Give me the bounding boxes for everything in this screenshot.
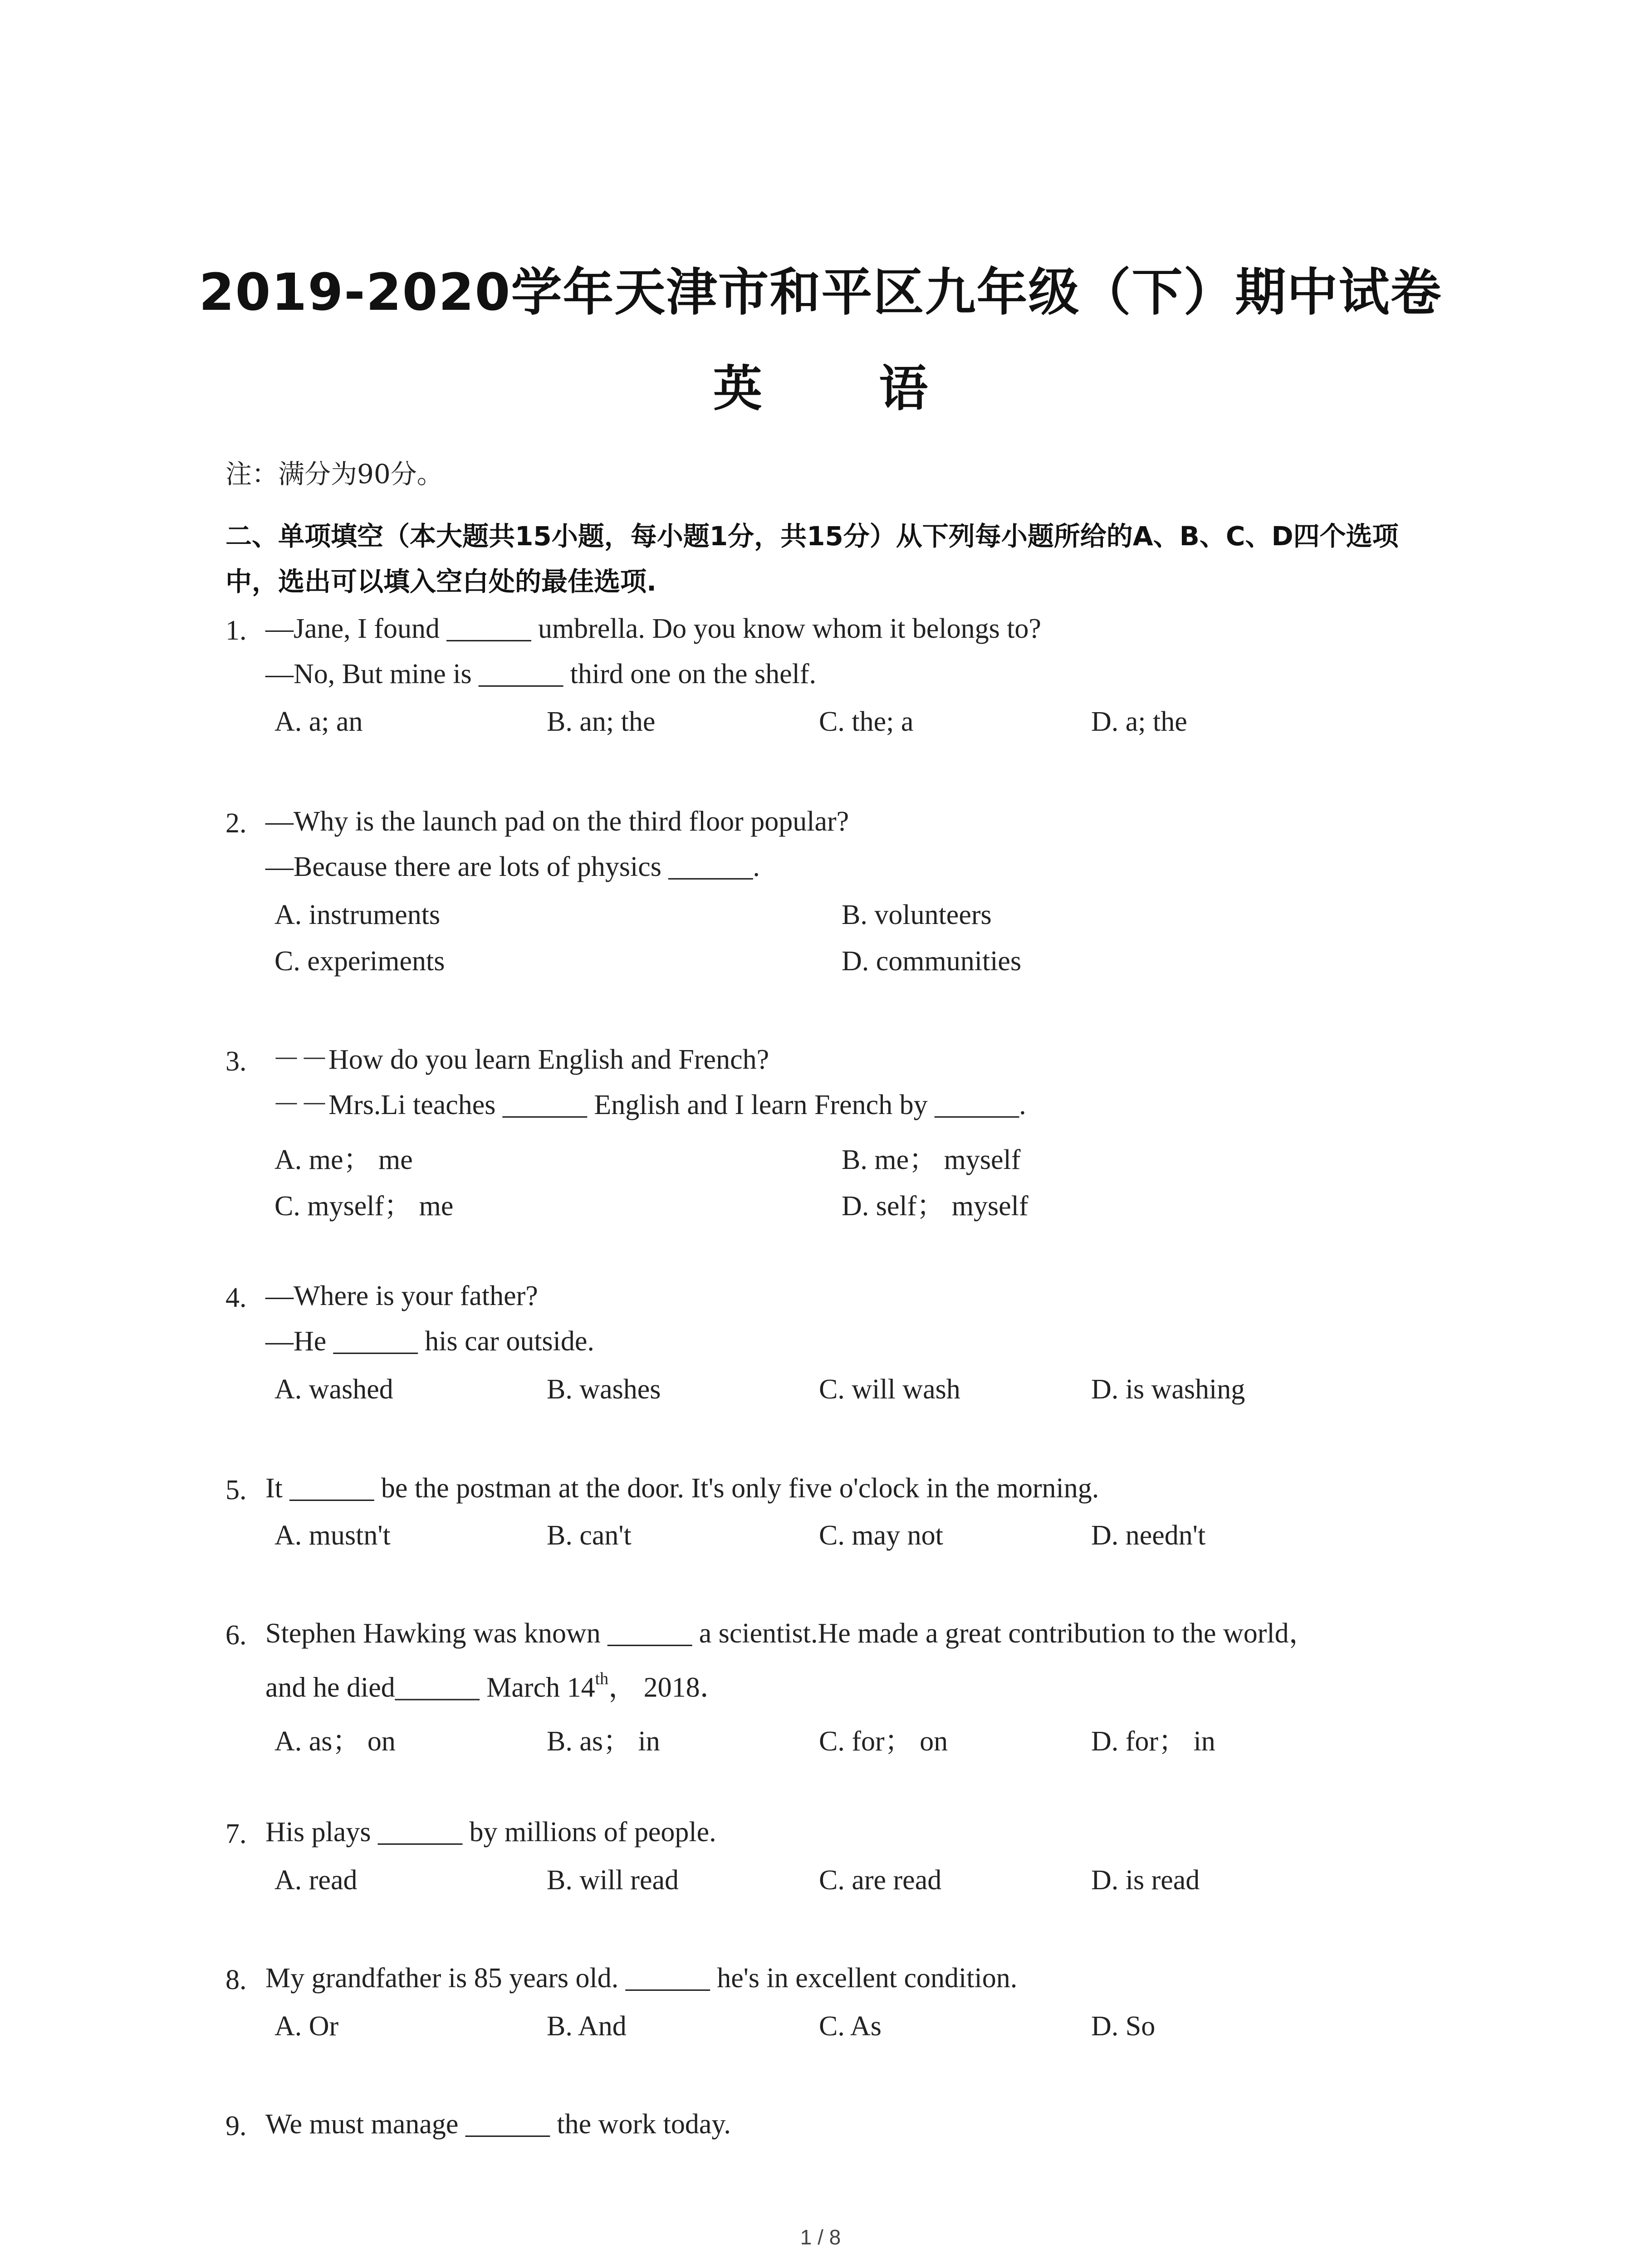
option-b: B. volunteers	[842, 899, 992, 930]
question-stem: —Where is your father?	[265, 1281, 538, 1311]
question-stem: —Because there are lots of physics ______.	[265, 851, 760, 882]
question-stem: —Jane, I found ______ umbrella. Do you know whom it belongs to?	[265, 613, 1041, 644]
option-a: A. Or	[274, 2011, 339, 2042]
option-b: B. washes	[547, 1374, 661, 1405]
option-b: B. me； myself	[842, 1144, 1021, 1175]
question-number: 8.	[225, 1965, 247, 1995]
option-a: A. washed	[274, 1374, 393, 1405]
stem-text: ， 2018．	[608, 1672, 728, 1703]
question-number: 9.	[225, 2111, 247, 2141]
section-heading: 二、单项填空（本大题共15小题，每小题1分，共15分）从下列每小题所给的A、B、C、D四个选项中，选出可以填入空白处的最佳选项.	[225, 521, 1399, 597]
option-c: C. experiments	[274, 946, 445, 977]
question-stem: It ______ be the postman at the door. It's only five o'clock in the morning.	[265, 1473, 1099, 1504]
option-a: A. a; an	[274, 706, 363, 737]
question-stem: Stephen Hawking was known ______ a scientist.He made a great contribution to the world，	[265, 1618, 1317, 1649]
option-b: B. as； in	[547, 1726, 660, 1757]
option-d: D. is read	[1091, 1865, 1200, 1896]
option-a: A. read	[274, 1865, 358, 1896]
exam-title: 2019-2020学年天津市和平区九年级（下）期中试卷	[199, 263, 1442, 322]
question-number: 3.	[225, 1046, 247, 1077]
ordinal-suffix: th	[595, 1669, 609, 1688]
option-c: C. are read	[819, 1865, 942, 1896]
question-stem: —Why is the launch pad on the third floor popular?	[265, 806, 849, 837]
option-d: D. needn't	[1091, 1520, 1206, 1551]
option-b: B. will read	[547, 1865, 679, 1896]
stem-text: and he died______ March 14	[265, 1672, 595, 1703]
question-stem: —No, But mine is ______ third one on the shelf.	[265, 659, 817, 689]
score-note: 注：满分为90分。	[225, 459, 443, 489]
subject-title: 英 语	[713, 361, 978, 417]
option-c: C. may not	[819, 1520, 943, 1551]
question-number: 7.	[225, 1818, 247, 1849]
question-stem: －－Mrs.Li teaches ______ English and I learn French by ______.	[272, 1090, 1026, 1120]
option-c: C. the; a	[819, 706, 914, 737]
question-stem: —He ______ his car outside.	[265, 1326, 594, 1357]
question-number: 6.	[225, 1620, 247, 1651]
question-number: 2.	[225, 808, 247, 839]
option-c: C. As	[819, 2011, 882, 2042]
option-a: A. instruments	[274, 899, 441, 930]
question-stem: －－How do you learn English and French?	[272, 1044, 769, 1075]
option-d: D. a; the	[1091, 706, 1187, 737]
option-d: D. for； in	[1091, 1726, 1215, 1757]
question-number: 4.	[225, 1282, 247, 1313]
option-c: C. myself； me	[274, 1191, 454, 1222]
option-d: D. self； myself	[842, 1191, 1029, 1222]
question-number: 5.	[225, 1475, 247, 1505]
option-a: A. mustn't	[274, 1520, 391, 1551]
option-a: A. as； on	[274, 1726, 396, 1757]
page-number: 1 / 8	[800, 2225, 841, 2249]
question-stem: His plays ______ by millions of people.	[265, 1817, 716, 1848]
option-b: B. And	[547, 2011, 627, 2042]
option-a: A. me； me	[274, 1144, 413, 1175]
option-d: D. is washing	[1091, 1374, 1245, 1405]
option-b: B. can't	[547, 1520, 632, 1551]
question-stem-line-2	[265, 1669, 728, 1703]
question-stem: We must manage ______ the work today.	[265, 2109, 731, 2140]
question-stem: My grandfather is 85 years old. ______ he's in excellent condition.	[265, 1963, 1018, 1994]
option-d: D. communities	[842, 946, 1022, 977]
option-c: C. for； on	[819, 1726, 948, 1757]
option-c: C. will wash	[819, 1374, 960, 1405]
option-d: D. So	[1091, 2011, 1156, 2042]
option-b: B. an; the	[547, 706, 656, 737]
question-number: 1.	[225, 615, 247, 646]
